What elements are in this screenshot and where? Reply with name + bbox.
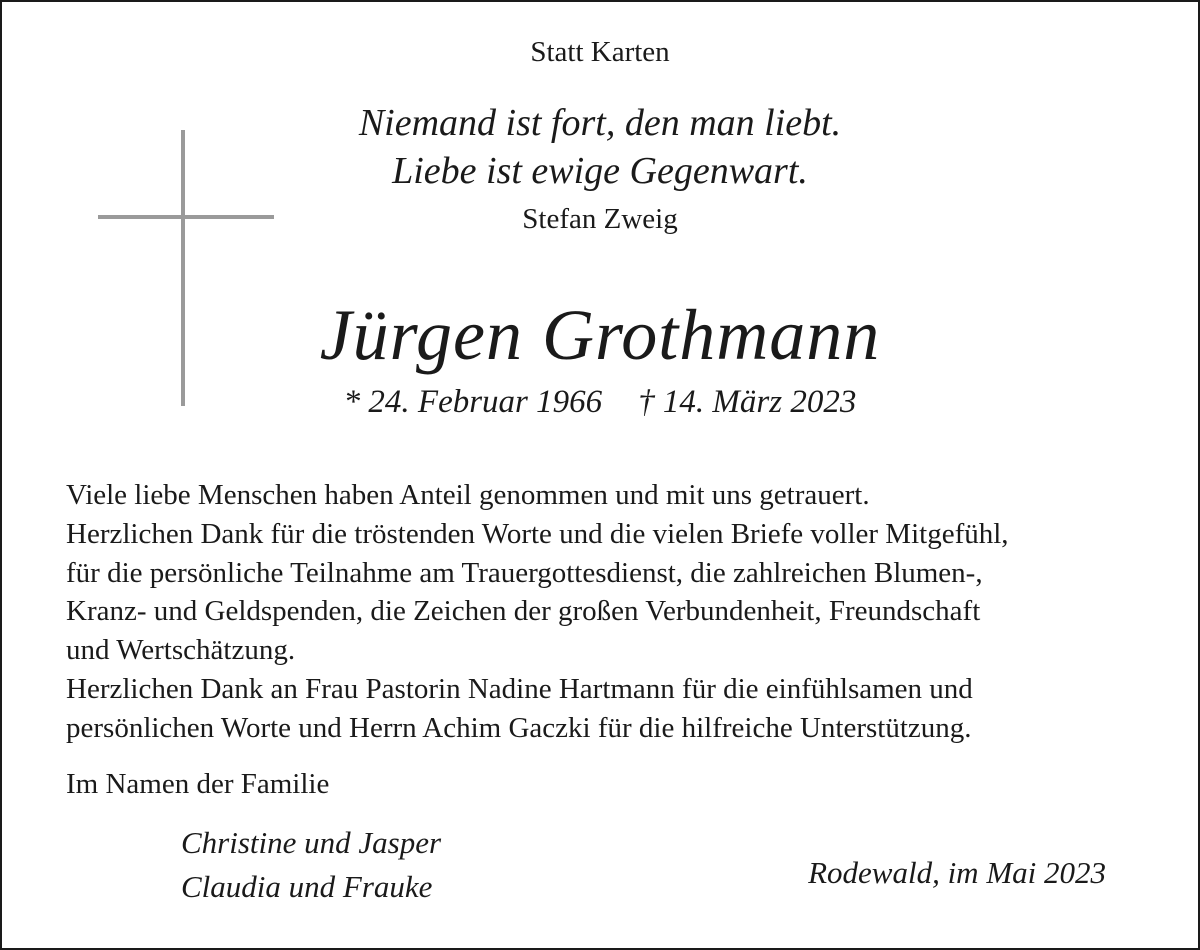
quote [2, 99, 1198, 195]
thank-you-message [66, 476, 1176, 748]
family-name-line: Christine und Jasper [181, 825, 442, 860]
death-date: † 14. März 2023 [638, 384, 857, 420]
place-and-date: Rodewald, im Mai 2023 [808, 855, 1106, 890]
family-name-line: Claudia und Frauke [181, 869, 433, 904]
message-line: Herzlichen Dank an Frau Pastorin Nadine Hartmann für die einfühlsamen und [66, 672, 973, 705]
message-line: persönlichen Worte und Herrn Achim Gaczki für die hilfreiche Unterstützung. [66, 711, 972, 744]
statt-karten-heading: Statt Karten [530, 36, 670, 68]
message-line: und Wertschätzung. [66, 634, 296, 667]
deceased-name: Jürgen Grothmann [319, 295, 881, 375]
message-line: Herzlichen Dank für die tröstenden Worte und die vielen Briefe voller Mitgefühl, [66, 517, 1009, 550]
quote-author: Stefan Zweig [522, 203, 678, 235]
family-greeting: Im Namen der Familie [66, 768, 330, 800]
birth-date: * 24. Februar 1966 [343, 384, 603, 420]
message-line: Viele liebe Menschen haben Anteil genommen und mit uns getrauert. [66, 479, 870, 511]
message-line: für die persönliche Teilnahme am Trauergottesdienst, die zahlreichen Blumen-, [66, 556, 983, 589]
message-line: Kranz- und Geldspenden, die Zeichen der großen Verbundenheit, Freundschaft [66, 595, 981, 628]
quote-line-1: Niemand ist fort, den man liebt. [358, 102, 842, 144]
family-names [181, 821, 441, 909]
quote-line-2: Liebe ist ewige Gegenwart. [392, 150, 808, 192]
life-dates [2, 384, 1198, 421]
